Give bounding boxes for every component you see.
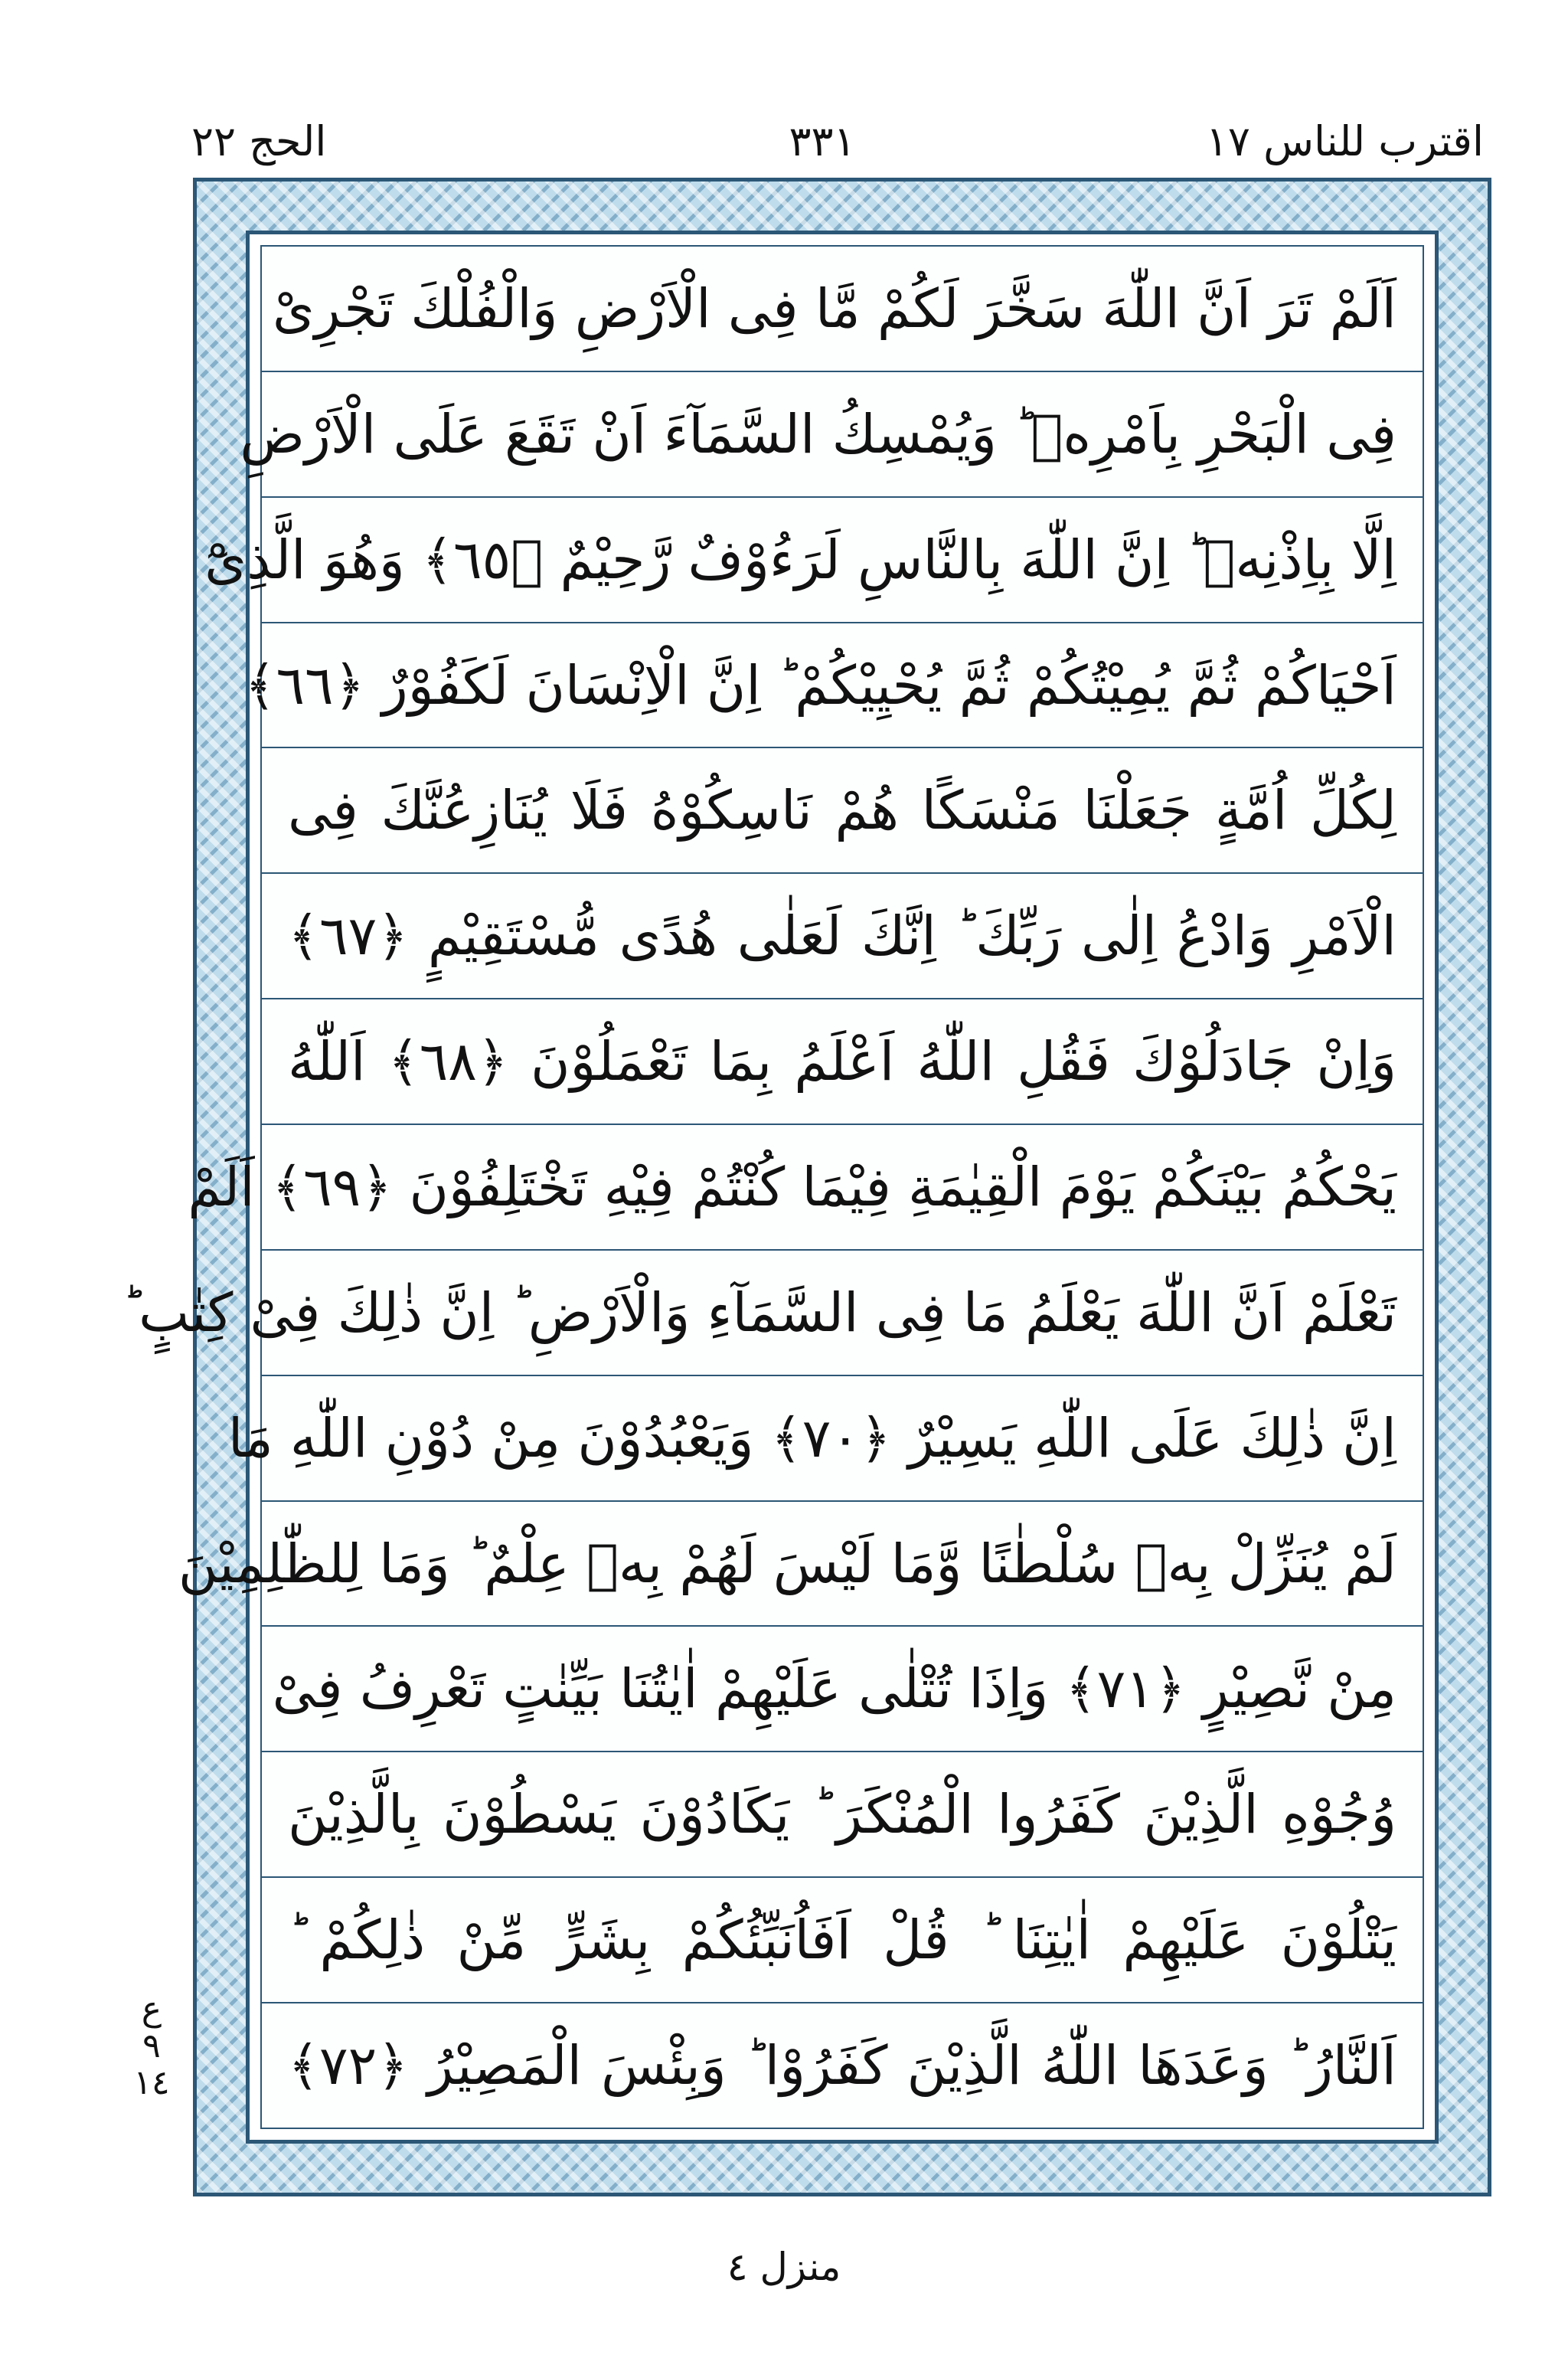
page-header — [161, 107, 1484, 176]
text-line — [188, 1125, 1423, 1251]
line-text: يَحْكُمُ بَيْنَكُمْ يَوْمَ الْقِيٰمَةِ فِيْمَا كُنْتُمْ فِيْهِ تَخْتَلِفُوْنَ ﴿٦٩﴾ اَلَمْ — [188, 1155, 1396, 1218]
line-text: اِلَّا بِاِذْنِهٖ ؕ اِنَّ اللّٰهَ بِالنَّاسِ لَرَءُوْفٌ رَّحِيْمٌ ﴿٦٥﴾ وَهُوَ الَّذِىْٓ — [204, 528, 1396, 591]
text-line — [262, 874, 1423, 999]
page-number: ٣٣١ — [789, 117, 856, 165]
line-text: وَاِنْ جَادَلُوْكَ فَقُلِ اللّٰهُ اَعْلَمُ بِمَا تَعْمَلُوْنَ ﴿٦٨﴾ اَللّٰهُ — [288, 1030, 1396, 1094]
line-text: مِنْ نَّصِيْرٍ ﴿٧١﴾ وَاِذَا تُتْلٰى عَلَيْهِمْ اٰيٰتُنَا بَيِّنٰتٍ تَعْرِفُ فِىْ — [272, 1657, 1396, 1721]
line-text: اَحْيَاكُمْ ثُمَّ يُمِيْتُكُمْ ثُمَّ يُحْيِيْكُمْ ؕ اِنَّ الْاِنْسَانَ لَكَفُوْرٌ ﴿٦٦﴾ — [244, 653, 1396, 717]
line-text: تَعْلَمْ اَنَّ اللّٰهَ يَعْلَمُ مَا فِى السَّمَآءِ وَالْاَرْضِ ؕ اِنَّ ذٰلِكَ فِىْ كِتٰبٍ ؕ — [121, 1281, 1396, 1344]
text-line — [240, 372, 1423, 498]
text-line — [178, 1502, 1423, 1627]
text-line — [121, 1251, 1423, 1376]
line-text: لَمْ يُنَزِّلْ بِهٖ سُلْطٰنًا وَّمَا لَيْسَ لَهُمْ بِهٖ عِلْمٌ ؕ وَمَا لِلظّٰلِمِيْنَ — [178, 1532, 1396, 1595]
line-text: لِكُلِّ اُمَّةٍ جَعَلْنَا مَنْسَكًا هُمْ نَاسِكُوْهُ فَلَا يُنَازِعُنَّكَ فِى — [288, 779, 1396, 842]
text-line — [262, 247, 1423, 372]
manzil-footer: منزل ٤ — [727, 2245, 841, 2289]
line-text: وُجُوْهِ الَّذِيْنَ كَفَرُوا الْمُنْكَرَ ؕ يَكَادُوْنَ يَسْطُوْنَ بِالَّذِيْنَ — [288, 1783, 1396, 1846]
text-line — [204, 498, 1423, 623]
line-text: اَلَمْ تَرَ اَنَّ اللّٰهَ سَخَّرَ لَكُمْ مَّا فِى الْاَرْضِ وَالْفُلْكَ تَجْرِىْ — [272, 276, 1396, 340]
text-line — [244, 623, 1423, 749]
line-text: اَلنَّارُ ؕ وَعَدَهَا اللّٰهُ الَّذِيْنَ كَفَرُوْا ؕ وَبِئْسَ الْمَصِيْرُ ﴿٧٢﴾ — [288, 2033, 1396, 2097]
ruku-marginal-note: ع ٩ ١٤ — [133, 1990, 170, 2102]
text-line — [262, 1752, 1423, 1878]
text-line — [262, 1627, 1423, 1752]
line-text: اِنَّ ذٰلِكَ عَلَى اللّٰهِ يَسِيْرٌ ﴿٧٠﴾ وَيَعْبُدُوْنَ مِنْ دُوْنِ اللّٰهِ مَا — [227, 1406, 1396, 1470]
text-line — [262, 1878, 1423, 2003]
line-text: فِى الْبَحْرِ بِاَمْرِهٖ ؕ وَيُمْسِكُ السَّمَآءَ اَنْ تَقَعَ عَلَى الْاَرْضِ — [240, 402, 1396, 466]
text-line — [262, 748, 1423, 874]
text-line — [227, 1376, 1423, 1502]
text-line — [262, 2003, 1423, 2128]
line-text: يَتْلُوْنَ عَلَيْهِمْ اٰيٰتِنَا ؕ قُلْ اَفَاُنَبِّئُكُمْ بِشَرٍّ مِّنْ ذٰلِكُمْ ؕ — [288, 1909, 1396, 1972]
juz-title: اقترب للناس ١٧ — [1205, 117, 1484, 165]
line-text: الْاَمْرِ وَادْعُ اِلٰى رَبِّكَ ؕ اِنَّكَ لَعَلٰى هُدًى مُّسْتَقِيْمٍ ﴿٦٧﴾ — [288, 904, 1396, 968]
text-line — [262, 999, 1423, 1125]
surah-title: الحج ٢٢ — [191, 117, 327, 165]
